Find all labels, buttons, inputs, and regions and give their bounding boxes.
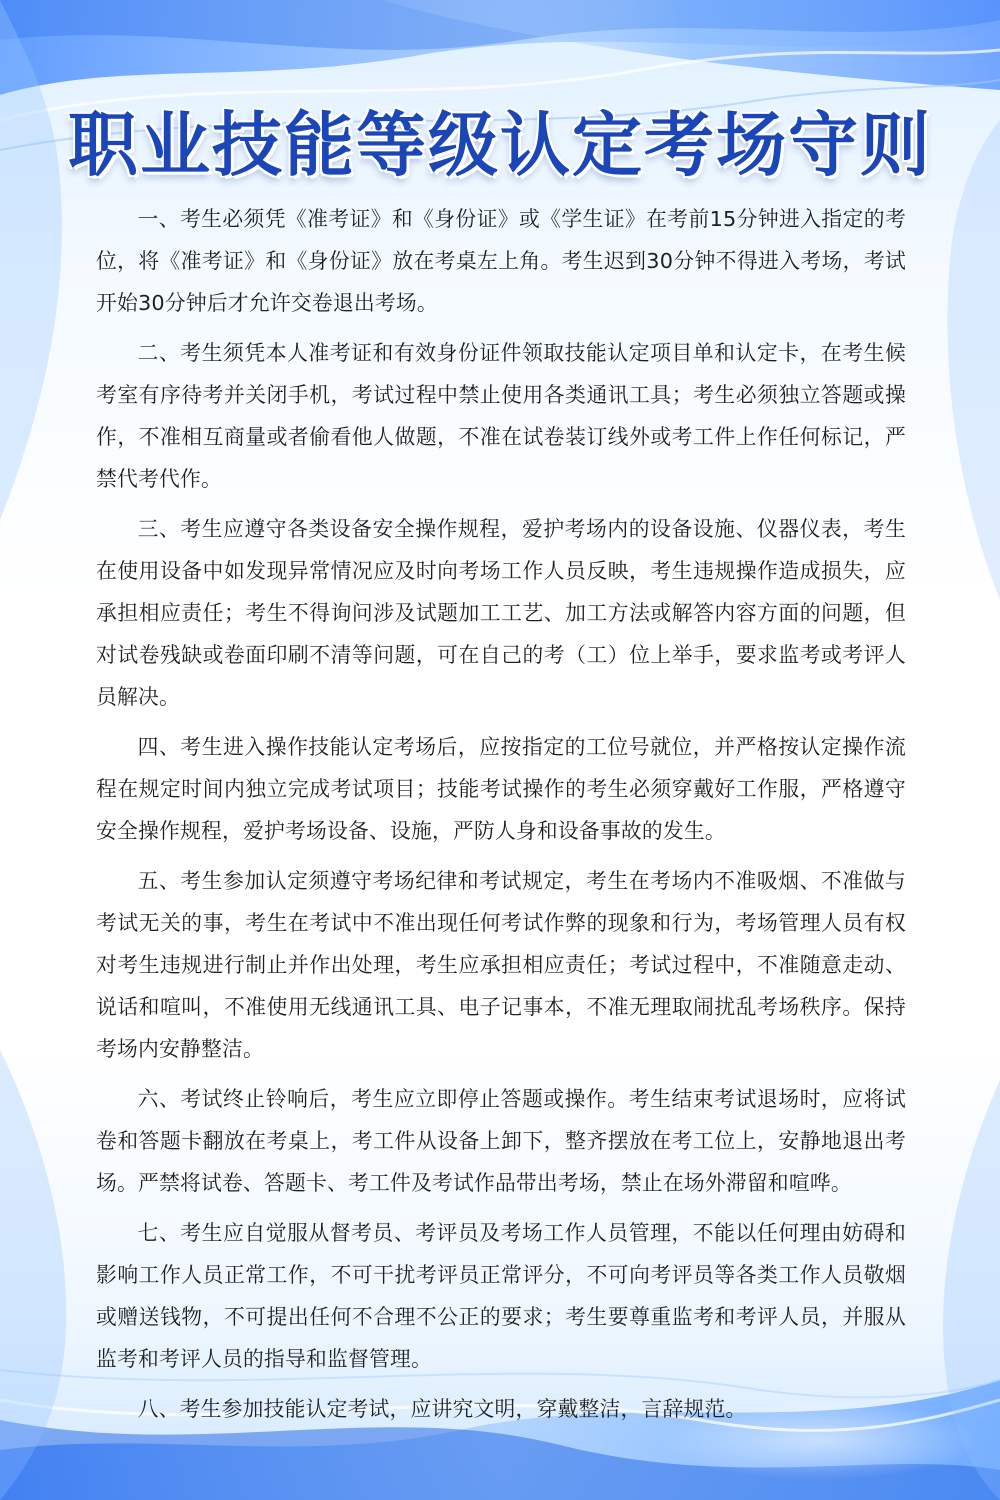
rule-item: 四、考生进入操作技能认定考场后，应按指定的工位号就位，并严格按认定操作流程在规定时间内独立完成考试项目；技能考试操作的考生必须穿戴好工作服，严格遵守安全操作规程，爱护考场设备、设施，严防人身和设备事故的发生。 [96,735,906,843]
rules-list [96,198,906,1438]
rule-item: 五、考生参加认定须遵守考场纪律和考试规定，考生在考场内不准吸烟、不准做与考试无关的事，考生在考试中不准出现任何考试作弊的现象和行为，考场管理人员有权对考生违规进行制止并作出处理，考生应承担相应责任；考试过程中，不准随意走动、说话和喧叫，不准使用无线通讯工具、电子记事本，不准无理取闹扰乱考场秩序。保持考场内安静整洁。 [96,869,906,1061]
rule-item: 二、考生须凭本人准考证和有效身份证件领取技能认定项目单和认定卡，在考生候考室有序待考并关闭手机，考试过程中禁止使用各类通讯工具；考生必须独立答题或操作，不准相互商量或者偷看他人做题，不准在试卷装订线外或考工件上作任何标记，严禁代考代作。 [96,341,906,491]
rule-item: 七、考生应自觉服从督考员、考评员及考场工作人员管理，不能以任何理由妨碍和影响工作人员正常工作，不可干扰考评员正常评分，不可向考评员等各类工作人员敬烟或赠送钱物，不可提出任何不合理不公正的要求；考生要尊重监考和考评人员，并服从监考和考评人员的指导和监督管理。 [96,1221,906,1371]
rule-item: 三、考生应遵守各类设备安全操作规程，爱护考场内的设备设施、仪器仪表，考生在使用设备中如发现异常情况应及时向考场工作人员反映，考生违规操作造成损失，应承担相应责任；考生不得询问涉及试题加工工艺、加工方法或解答内容方面的问题，但对试卷残缺或卷面印刷不清等问题，可在自己的考（工）位上举手，要求监考或考评人员解决。 [96,517,906,709]
rule-item: 一、考生必须凭《准考证》和《身份证》或《学生证》在考前15分钟进入指定的考位，将《准考证》和《身份证》放在考桌左上角。考生迟到30分钟不得进入考场，考试开始30分钟后才允许交卷退出考场。 [96,207,906,315]
poster-title: 职业技能等级认定考场守则 [68,104,932,186]
rule-item: 六、考试终止铃响后，考生应立即停止答题或操作。考生结束考试退场时，应将试卷和答题卡翻放在考桌上，考工件从设备上卸下，整齐摆放在考工位上，安静地退出考场。严禁将试卷、答题卡、考工件及考试作品带出考场，禁止在场外滞留和喧哗。 [96,1087,906,1195]
rule-item: 八、考生参加技能认定考试，应讲究文明，穿戴整洁，言辞规范。 [137,1397,747,1421]
